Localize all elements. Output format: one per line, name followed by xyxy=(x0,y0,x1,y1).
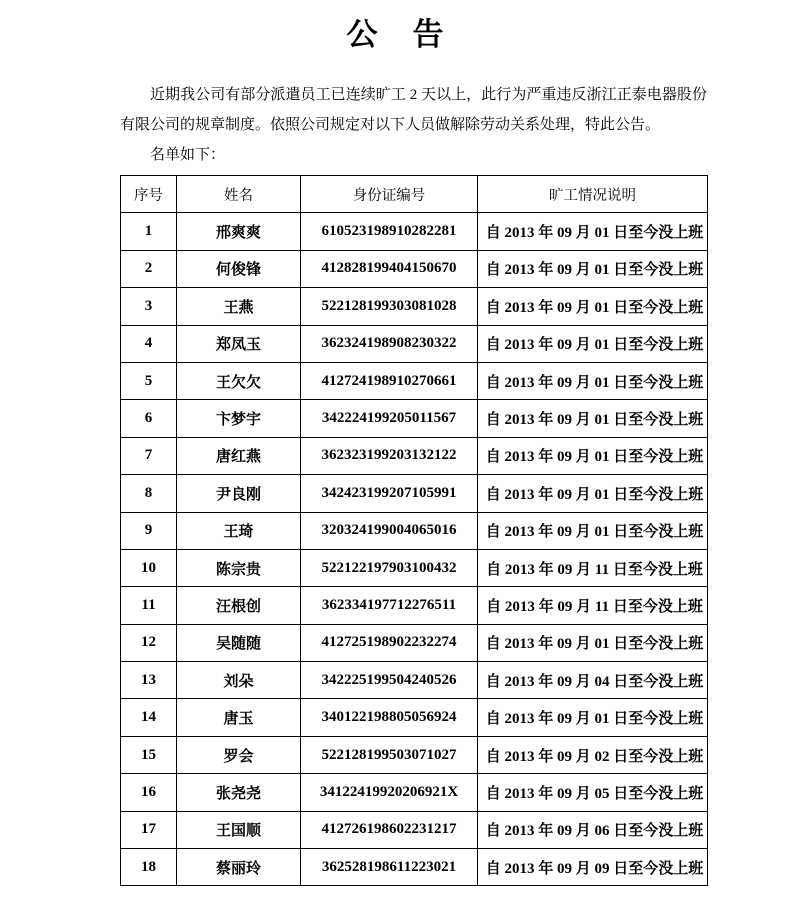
row-number: 18 xyxy=(121,849,177,886)
name-cell: 罗会 xyxy=(177,736,301,773)
id-number-cell: 342224199205011567 xyxy=(301,400,478,437)
id-number-cell: 342423199207105991 xyxy=(301,475,478,512)
id-number-cell: 362324198908230322 xyxy=(301,325,478,362)
name-cell: 蔡丽玲 xyxy=(177,849,301,886)
id-number-cell: 362528198611223021 xyxy=(301,849,478,886)
table-row xyxy=(121,849,708,886)
row-number: 6 xyxy=(121,400,177,437)
absence-description-cell: 自 2013 年 09 月 01 日至今没上班 xyxy=(478,325,708,362)
name-cell: 王燕 xyxy=(177,288,301,325)
id-number-cell: 362323199203132122 xyxy=(301,437,478,474)
table-row xyxy=(121,362,708,399)
table-row xyxy=(121,811,708,848)
table-row xyxy=(121,662,708,699)
column-header: 姓名 xyxy=(177,176,301,213)
absence-description-cell: 自 2013 年 09 月 02 日至今没上班 xyxy=(478,736,708,773)
row-number: 16 xyxy=(121,774,177,811)
absence-description-cell: 自 2013 年 09 月 01 日至今没上班 xyxy=(478,250,708,287)
row-number: 7 xyxy=(121,437,177,474)
name-cell: 王国顺 xyxy=(177,811,301,848)
table-row xyxy=(121,549,708,586)
id-number-cell: 610523198910282281 xyxy=(301,213,478,250)
page-title: 公 告 xyxy=(346,17,446,52)
id-number-cell: 340122198805056924 xyxy=(301,699,478,736)
row-number: 14 xyxy=(121,699,177,736)
absence-description-cell: 自 2013 年 09 月 06 日至今没上班 xyxy=(478,811,708,848)
row-number: 17 xyxy=(121,811,177,848)
absence-description-cell: 自 2013 年 09 月 05 日至今没上班 xyxy=(478,774,708,811)
name-cell: 唐红燕 xyxy=(177,437,301,474)
absence-description-cell: 自 2013 年 09 月 01 日至今没上班 xyxy=(478,213,708,250)
absence-description-cell: 自 2013 年 09 月 01 日至今没上班 xyxy=(478,699,708,736)
absence-description-cell: 自 2013 年 09 月 01 日至今没上班 xyxy=(478,362,708,399)
table-row xyxy=(121,325,708,362)
id-number-cell: 412725198902232274 xyxy=(301,624,478,661)
name-cell: 陈宗贵 xyxy=(177,549,301,586)
id-number-cell: 522128199503071027 xyxy=(301,736,478,773)
id-number-cell: 320324199004065016 xyxy=(301,512,478,549)
row-number: 13 xyxy=(121,662,177,699)
row-number: 4 xyxy=(121,325,177,362)
table-row xyxy=(121,736,708,773)
name-cell: 张尧尧 xyxy=(177,774,301,811)
row-number: 3 xyxy=(121,288,177,325)
absence-description-cell: 自 2013 年 09 月 09 日至今没上班 xyxy=(478,849,708,886)
id-number-cell: 522122197903100432 xyxy=(301,549,478,586)
name-cell: 吴随随 xyxy=(177,624,301,661)
row-number: 12 xyxy=(121,624,177,661)
absence-description-cell: 自 2013 年 09 月 01 日至今没上班 xyxy=(478,624,708,661)
id-number-cell: 522128199303081028 xyxy=(301,288,478,325)
name-cell: 王琦 xyxy=(177,512,301,549)
id-number-cell: 362334197712276511 xyxy=(301,587,478,624)
absence-description-cell: 自 2013 年 09 月 01 日至今没上班 xyxy=(478,400,708,437)
table-row xyxy=(121,624,708,661)
announcement-page xyxy=(0,14,792,903)
id-number-cell: 412828199404150670 xyxy=(301,250,478,287)
name-cell: 尹良刚 xyxy=(177,475,301,512)
intro-paragraph: 近期我公司有部分派遣员工已连续旷工 2 天以上，此行为严重违反浙江正泰电器股份有限公司的规章制度。依照公司规定对以下人员做解除劳动关系处理，特此公告。 xyxy=(120,87,707,133)
row-number: 8 xyxy=(121,475,177,512)
id-number-cell: 412726198602231217 xyxy=(301,811,478,848)
table-row xyxy=(121,475,708,512)
notice-table-body xyxy=(121,213,708,886)
table-row xyxy=(121,699,708,736)
row-number: 5 xyxy=(121,362,177,399)
table-row xyxy=(121,250,708,287)
name-cell: 郑凤玉 xyxy=(177,325,301,362)
dismissal-table xyxy=(120,175,708,886)
table-row xyxy=(121,288,708,325)
table-row xyxy=(121,437,708,474)
name-cell: 汪根创 xyxy=(177,587,301,624)
table-row xyxy=(121,587,708,624)
row-number: 15 xyxy=(121,736,177,773)
absence-description-cell: 自 2013 年 09 月 04 日至今没上班 xyxy=(478,662,708,699)
table-row xyxy=(121,213,708,250)
absence-description-cell: 自 2013 年 09 月 01 日至今没上班 xyxy=(478,288,708,325)
name-cell: 何俊锋 xyxy=(177,250,301,287)
table-row xyxy=(121,400,708,437)
column-header: 身份证编号 xyxy=(301,176,478,213)
name-cell: 唐玉 xyxy=(177,699,301,736)
id-number-cell: 412724198910270661 xyxy=(301,362,478,399)
table-row xyxy=(121,512,708,549)
document-body xyxy=(120,80,707,886)
name-cell: 邢爽爽 xyxy=(177,213,301,250)
notice-table-header-row xyxy=(121,176,708,213)
list-label: 名单如下： xyxy=(150,147,226,163)
row-number: 2 xyxy=(121,250,177,287)
name-cell: 刘朵 xyxy=(177,662,301,699)
absence-description-cell: 自 2013 年 09 月 11 日至今没上班 xyxy=(478,587,708,624)
id-number-cell: 342225199504240526 xyxy=(301,662,478,699)
name-cell: 王欠欠 xyxy=(177,362,301,399)
absence-description-cell: 自 2013 年 09 月 11 日至今没上班 xyxy=(478,549,708,586)
column-header: 序号 xyxy=(121,176,177,213)
row-number: 11 xyxy=(121,587,177,624)
column-header: 旷工情况说明 xyxy=(478,176,708,213)
absence-description-cell: 自 2013 年 09 月 01 日至今没上班 xyxy=(478,475,708,512)
absence-description-cell: 自 2013 年 09 月 01 日至今没上班 xyxy=(478,512,708,549)
row-number: 1 xyxy=(121,213,177,250)
row-number: 9 xyxy=(121,512,177,549)
name-cell: 卞梦宇 xyxy=(177,400,301,437)
absence-description-cell: 自 2013 年 09 月 01 日至今没上班 xyxy=(478,437,708,474)
table-row xyxy=(121,774,708,811)
row-number: 10 xyxy=(121,549,177,586)
id-number-cell: 34122419920206921X xyxy=(301,774,478,811)
